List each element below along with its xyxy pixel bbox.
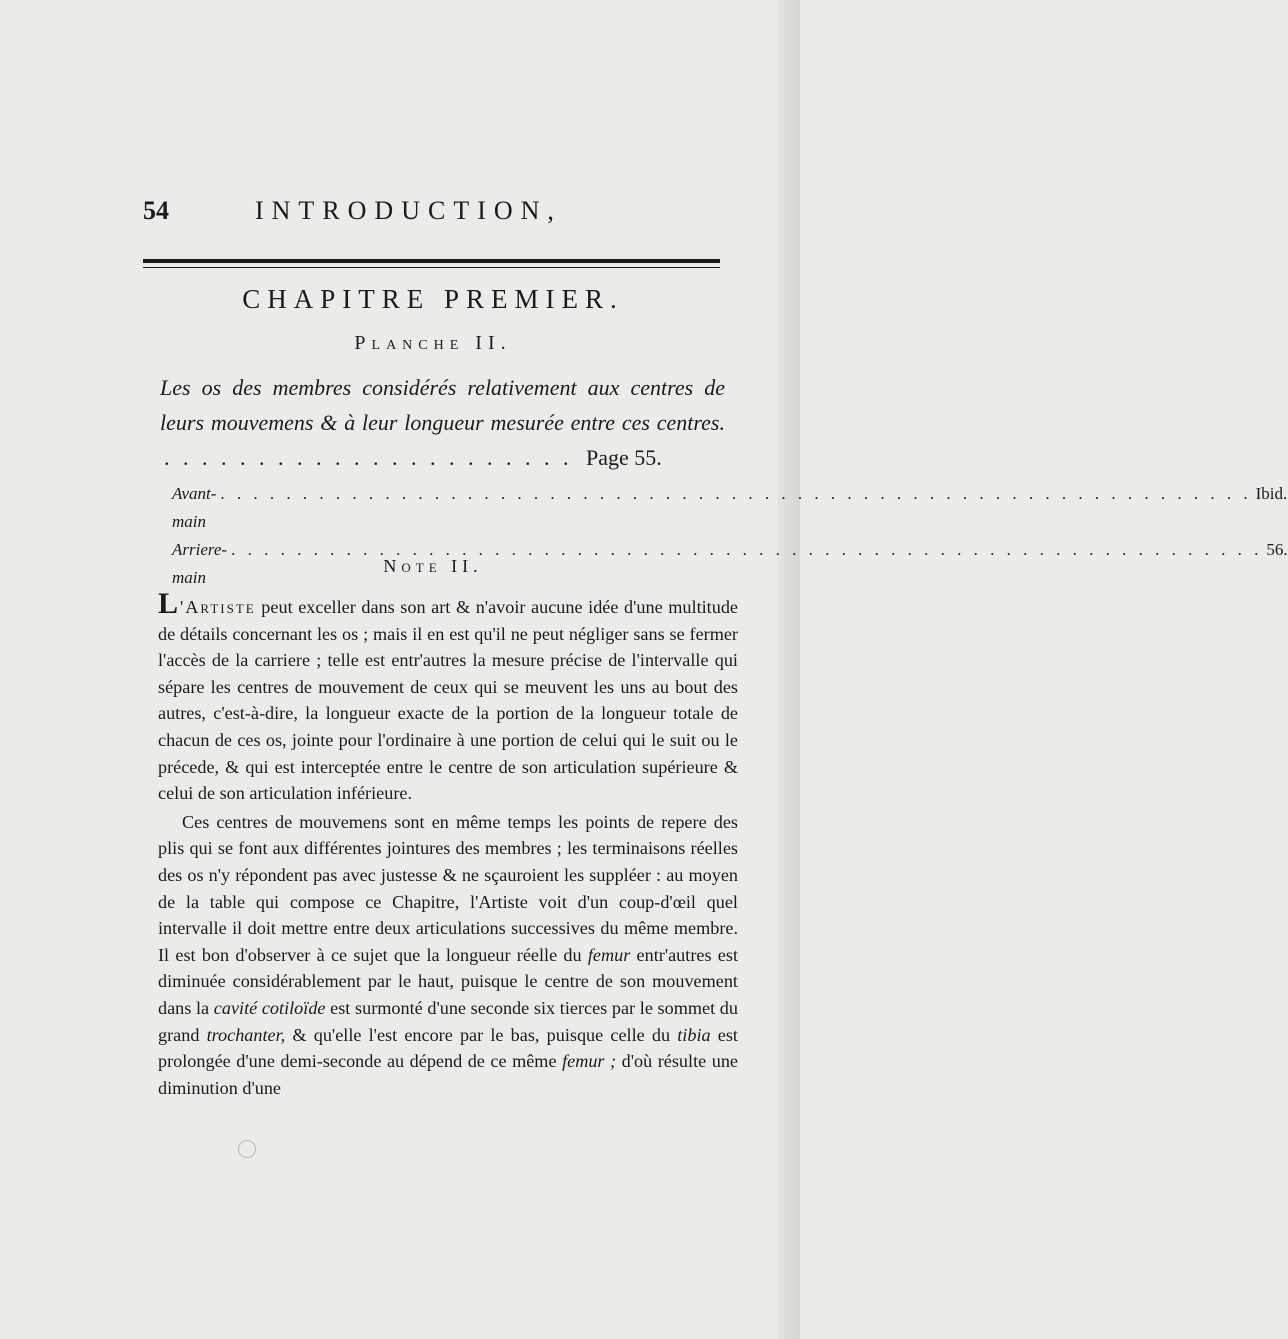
summary-page-ref: Page 55.: [586, 445, 662, 470]
toc-item-label: Avant-main: [172, 484, 217, 531]
note-title: Note II.: [383, 556, 483, 576]
term: trochanter,: [206, 1024, 286, 1045]
paragraph-text: & qu'elle l'est encore par le bas, puisque celle du: [285, 1024, 678, 1045]
term: femur: [587, 944, 631, 965]
leader-dots: . . . . . . . . . . . . . . . . . . . . . .: [164, 445, 582, 470]
paragraph-text: entr'autres est diminuée considérablement par le haut, puisque le centre de son mouvement dans la: [158, 944, 738, 1018]
header-rule-thick: [143, 259, 720, 263]
page-edge-shadow: [778, 0, 800, 1339]
toc-item: [172, 480, 1288, 536]
chapter-title: CHAPITRE PREMIER.: [242, 284, 624, 314]
paragraph: [158, 809, 738, 1102]
leader-dots: . . . . . . . . . . . . . . . . . . . . . . . . . . . . . . . . . . . . . . . . . . . . . . . . . . . . . . . . . . . . . . .: [220, 484, 1252, 503]
paragraph-text: est surmonté d'une seconde six tierces par le sommet du grand: [158, 997, 738, 1045]
toc-item-ref: Ibid.: [1255, 484, 1288, 503]
note-body: [158, 587, 738, 1101]
term: femur ;: [562, 1051, 617, 1072]
page-number: 54: [143, 196, 169, 225]
plate-title: Planche II.: [354, 332, 512, 354]
paragraph: [158, 587, 738, 807]
leader-dots: . . . . . . . . . . . . . . . . . . . . . . . . . . . . . . . . . . . . . . . . . . . . . . . . . . . . . . . . . . . . . . .: [231, 540, 1263, 559]
paper-stain: [238, 1140, 256, 1158]
paragraph-text: peut exceller dans son art & n'avoir aucune idée d'une multitude de détails concernant les os ; mais il en est qu'il ne peut négliger sans se fermer l'accès de la carriere ; telle est entr'autres la mesure précise de l'intervalle qui sépare les centres de mouvement de ceux qui se meuvent les uns au bout des autres, c'est-à-dire, la longueur exacte de la portion de la longueur totale de chacun de ces os, jointe pour l'ordinaire à une portion de celui qui le suit ou le précede, & qui est interceptée entre le centre de son articulation supérieure & celui de son articulation inférieure.: [158, 597, 738, 804]
chapter-summary: [160, 370, 725, 475]
summary-text: Les os des membres considérés relativement aux centres de leurs mouvemens & à leur longueur mesurée entre ces centres.: [160, 375, 725, 435]
toc-item-label: Arriere-main: [172, 540, 228, 587]
page-header: [143, 196, 723, 236]
term: cavité cotiloïde: [213, 997, 326, 1018]
toc-item-ref: 56.: [1266, 540, 1288, 559]
term: tibia: [677, 1024, 711, 1045]
paragraph-text: Ces centres de mouvemens sont en même temps les points de repere des plis qui se font aux différentes jointures des membres ; les terminaisons réelles des os n'y répondent pas avec justesse & ne sçauroient les suppléer : au moyen de la table qui compose ce Chapitre, l'Artiste voit d'un coup-d'œil quel intervalle il doit mettre entre deux articulations successives du même membre. Il est bon d'observer à ce sujet que la longueur réelle du: [158, 811, 738, 965]
paragraph-text: est prolongée d'une demi-seconde au dépend de ce même: [158, 1024, 738, 1072]
drop-cap: L: [158, 587, 179, 620]
lead-word: 'Artiste: [180, 597, 256, 617]
paragraph-text: d'où résulte une diminution d'une: [158, 1051, 738, 1098]
running-head: INTRODUCTION,: [255, 196, 562, 225]
header-rule-thin: [143, 267, 720, 268]
